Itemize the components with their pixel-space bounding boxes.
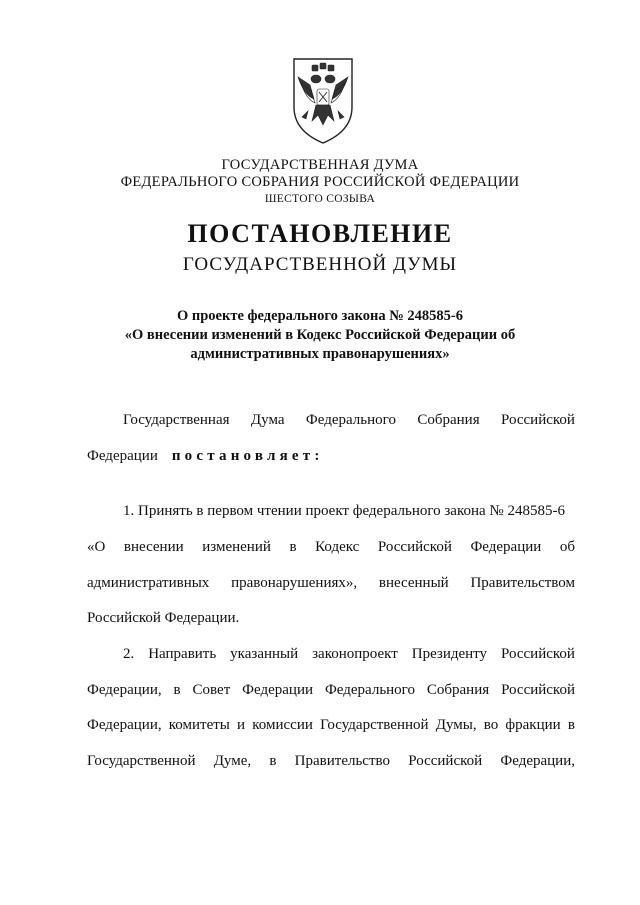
word: Федерации — [242, 682, 314, 698]
subject-line-1: О проекте федерального закона № 248585-6 — [176, 308, 464, 324]
word: Российской — [501, 682, 575, 698]
item2-line-3 — [87, 716, 575, 734]
word: Федерации, — [87, 682, 162, 698]
word: комиссии — [252, 717, 313, 733]
word: Российской — [377, 539, 452, 555]
word: административных — [87, 575, 210, 591]
word: Российской — [501, 412, 575, 428]
word: Правительством — [470, 575, 575, 591]
resolves-word: постановляет: — [171, 448, 324, 464]
item2-line-2 — [87, 681, 575, 699]
word: в — [567, 717, 575, 733]
word: Собрания — [417, 412, 480, 428]
item1-line-2 — [87, 538, 575, 556]
word: Федерации — [87, 448, 158, 464]
item1-line-4: Российской Федерации. — [87, 610, 240, 626]
word: Государственная — [123, 412, 230, 428]
word: фракции — [505, 717, 561, 733]
word: во — [483, 717, 499, 733]
word: Президенту — [411, 646, 488, 662]
coat-of-arms-icon — [290, 55, 356, 147]
header-line-1: ГОСУДАРСТВЕННАЯ ДУМА — [221, 157, 419, 173]
word: 2. — [123, 646, 135, 662]
document-subtitle: ГОСУДАРСТВЕННОЙ ДУМЫ — [182, 254, 458, 275]
word: Федерации, — [87, 717, 162, 733]
word: Федерации, — [500, 753, 575, 769]
word: в — [173, 682, 181, 698]
item2-line-4 — [87, 752, 575, 770]
header-line-3: ШЕСТОГО СОЗЫВА — [264, 193, 376, 205]
word: внесении — [123, 539, 184, 555]
word: Федерального — [324, 682, 415, 698]
item1-line-3 — [87, 574, 575, 592]
document-title: ПОСТАНОВЛЕНИЕ — [187, 219, 453, 248]
word: Российской — [501, 646, 575, 662]
word: Дума — [250, 412, 285, 428]
item2-line-1 — [87, 645, 575, 663]
word: Российской — [408, 753, 483, 769]
word: внесенный — [378, 575, 449, 591]
word: правонарушениях», — [231, 575, 358, 591]
word: Думе, — [213, 753, 252, 769]
word: Направить — [148, 646, 217, 662]
word: «О — [87, 539, 106, 555]
word: комитеты — [168, 717, 230, 733]
preamble-line-2 — [87, 447, 575, 465]
header-line-2: ФЕДЕРАЛЬНОГО СОБРАНИЯ РОССИЙСКОЙ ФЕДЕРАЦИИ — [120, 174, 520, 190]
word: Думы, — [435, 717, 477, 733]
item1-line-1: 1. Принять в первом чтении проект федерального закона № 248585-6 — [123, 503, 565, 519]
subject-line-3: административных правонарушениях» — [190, 346, 450, 362]
word: Государственной — [87, 753, 196, 769]
word: Совет — [192, 682, 231, 698]
word: и — [237, 717, 246, 733]
preamble-line-1 — [87, 411, 575, 429]
word: указанный — [230, 646, 299, 662]
subject-line-2: «О внесении изменений в Кодекс Российской Федерации об — [124, 327, 516, 343]
word: изменений — [202, 539, 271, 555]
word: Федерального — [305, 412, 396, 428]
word: Федерации — [470, 539, 542, 555]
word: Кодекс — [315, 539, 360, 555]
word: законопроект — [312, 646, 398, 662]
word: Государственной — [320, 717, 429, 733]
word: Правительство — [294, 753, 391, 769]
word: об — [559, 539, 575, 555]
word: в — [269, 753, 277, 769]
word: Собрания — [426, 682, 490, 698]
word: в — [289, 539, 297, 555]
